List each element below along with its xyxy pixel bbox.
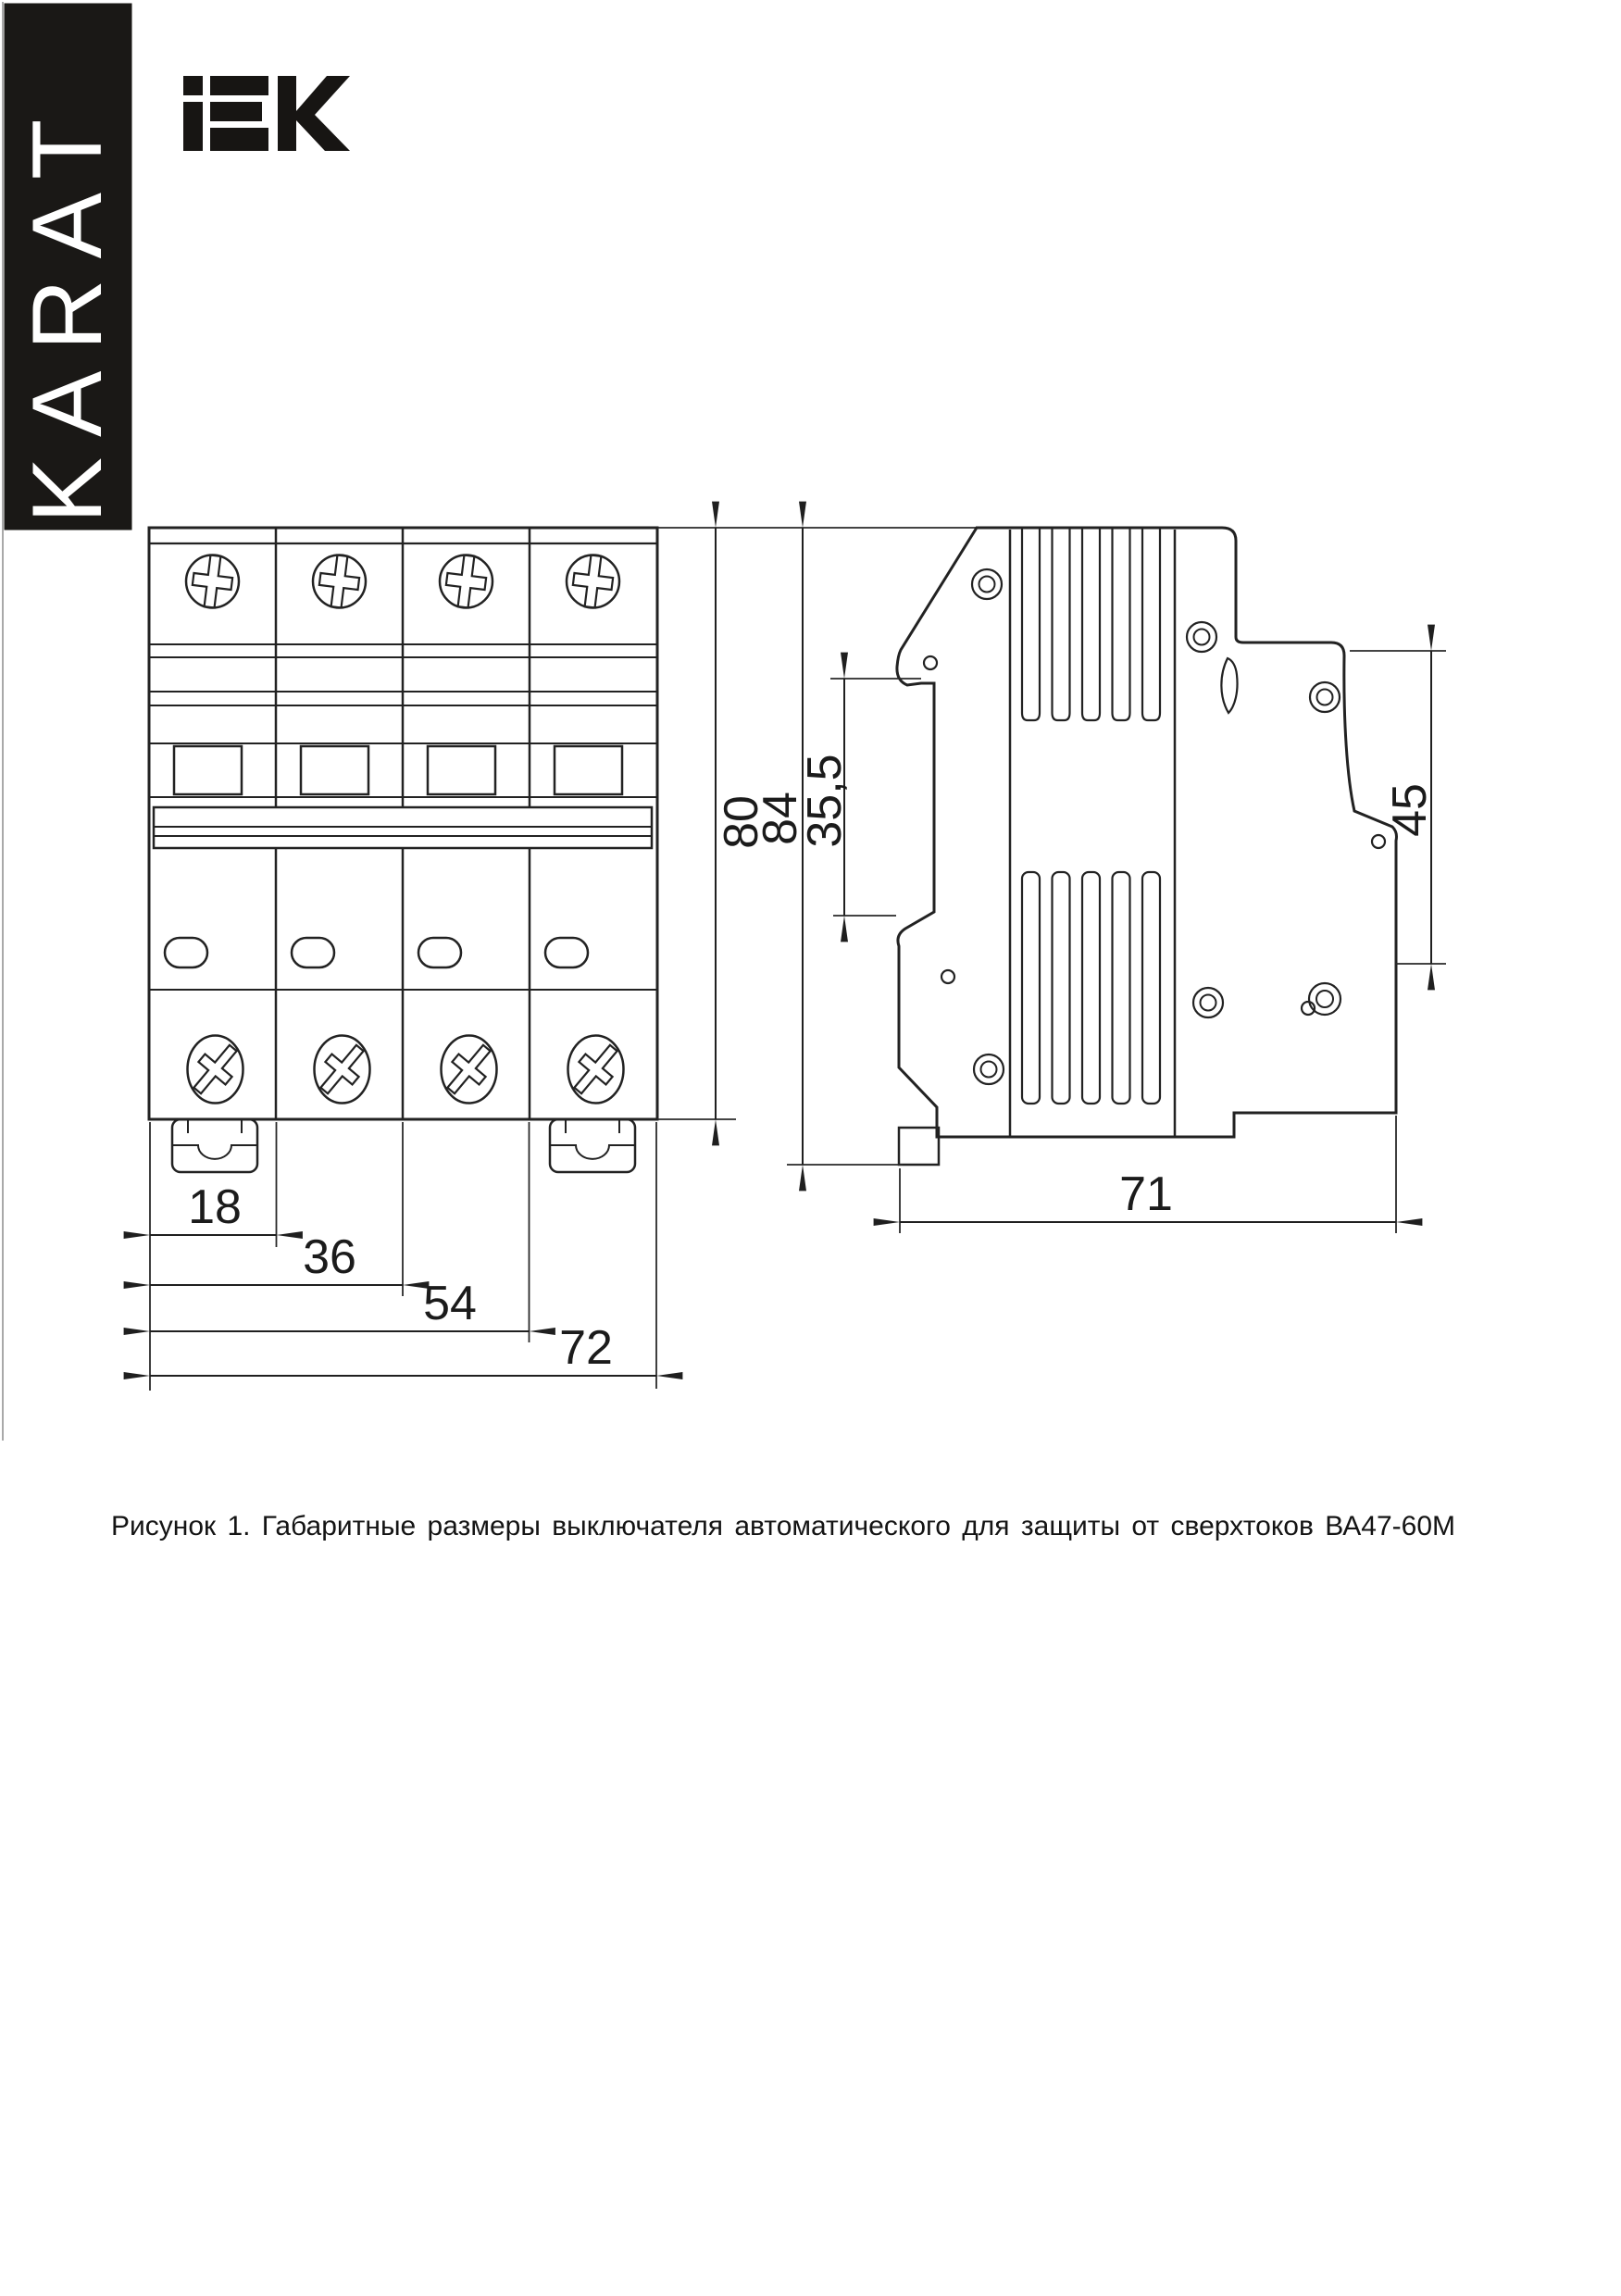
logo-i-stem xyxy=(183,102,203,151)
breaker-side-outline xyxy=(897,528,1397,1137)
vent-fins-bottom xyxy=(1022,872,1160,1104)
logo-k-arms xyxy=(296,76,350,151)
din-foot xyxy=(899,1128,939,1165)
din-clip-right xyxy=(550,1119,635,1172)
brand-sidebar xyxy=(5,4,131,530)
dimension-label-36: 36 xyxy=(303,1230,356,1284)
curved-slot xyxy=(1221,658,1237,713)
dimension-label-84: 84 xyxy=(754,792,807,845)
dimension-label-35-5: 35,5 xyxy=(798,754,852,848)
logo-e-bottom xyxy=(210,128,268,151)
logo-e-top xyxy=(210,76,268,95)
dimension-label-18: 18 xyxy=(188,1180,242,1234)
side-view-drawing xyxy=(754,528,1446,1233)
figure-caption: Рисунок 1. Габаритные размеры выключателя автоматического для защиты от сверхтоков ВА47-60М xyxy=(111,1511,1455,1541)
logo-i-dot xyxy=(183,76,203,95)
din-clip-left xyxy=(172,1119,257,1172)
handle-rail xyxy=(154,807,652,848)
label-windows xyxy=(165,938,588,967)
dimension-label-71: 71 xyxy=(1119,1167,1173,1221)
dimension-label-54: 54 xyxy=(423,1277,477,1330)
iek-logo xyxy=(183,76,350,151)
logo-e-mid xyxy=(210,102,262,121)
terminal-screw-bottom xyxy=(184,1036,628,1104)
rivets xyxy=(972,569,1340,1084)
brand-vertical-label: KARAT xyxy=(11,98,122,524)
vent-fins-top xyxy=(1022,529,1160,720)
front-view-drawing xyxy=(149,528,977,1391)
toggle-levers xyxy=(174,746,622,794)
dimension-label-80: 80 xyxy=(715,795,768,849)
dimension-label-72: 72 xyxy=(559,1321,613,1375)
dimension-label-45: 45 xyxy=(1383,783,1437,837)
logo-k-stem xyxy=(278,76,296,151)
